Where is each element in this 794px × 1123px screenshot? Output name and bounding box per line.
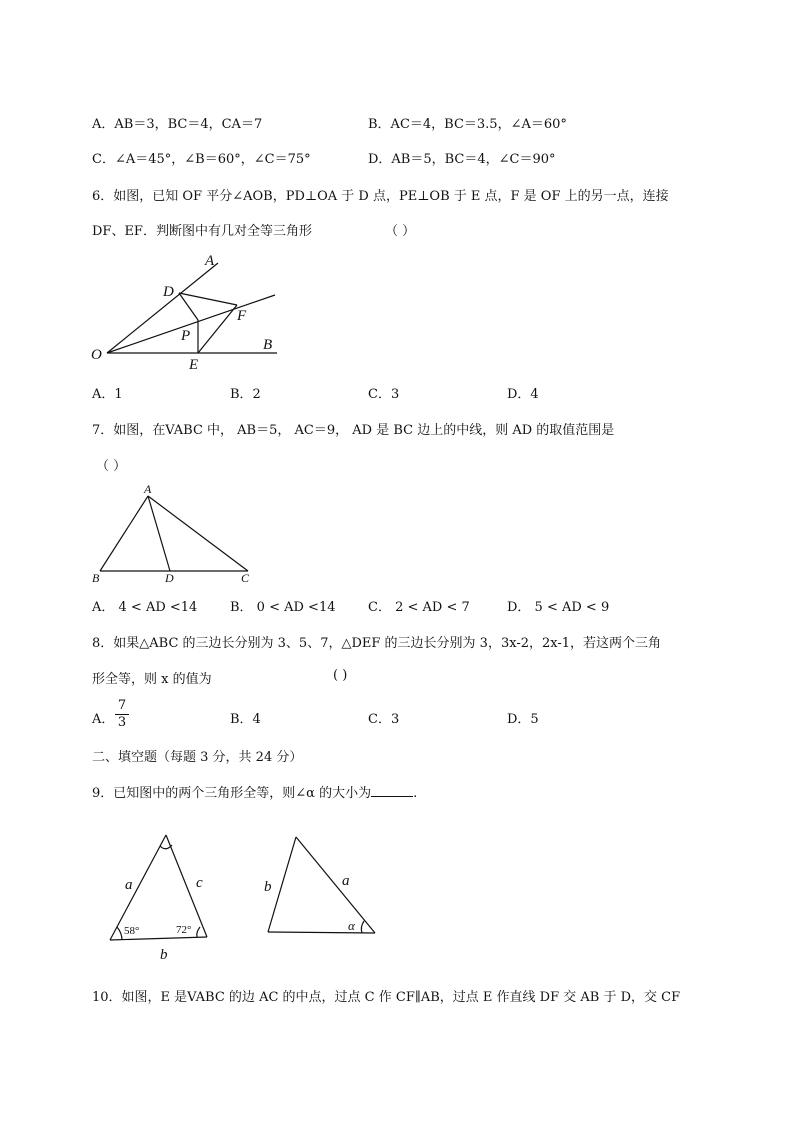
- q8-line2: 形全等，则 x 的值为: [92, 672, 212, 687]
- q9-angle-72: 72°: [176, 924, 192, 936]
- q9-label-c1: c: [196, 875, 203, 891]
- q9-label-a2: a: [342, 873, 350, 889]
- q7-option-b: B． 0 < AD <14: [230, 600, 336, 615]
- q9-angle-58: 58°: [124, 925, 140, 937]
- q7-label-b: B: [92, 571, 100, 585]
- q7-figure: [85, 478, 260, 588]
- q6-paren: （ ）: [385, 224, 416, 239]
- q8-option-c: C．3: [368, 712, 400, 727]
- section-heading: 二、填空题（每题 3 分，共 24 分）: [92, 750, 303, 765]
- q6-label-d: D: [163, 284, 174, 300]
- q9-figure: [100, 825, 400, 970]
- q6-line2: DF、EF．判断图中有几对全等三角形: [92, 224, 312, 239]
- q6-label-b: B: [263, 337, 273, 353]
- q7-label-a: A: [144, 482, 152, 496]
- q8-fraction-denominator: 3: [117, 715, 127, 730]
- q8-option-d: D．5: [507, 712, 539, 727]
- q5-option-d: D．AB＝5，BC＝4，∠C＝90°: [368, 152, 556, 167]
- q6-label-a: A: [205, 253, 215, 269]
- q5-option-b: B．AC＝4，BC＝3.5，∠A＝60°: [368, 117, 567, 132]
- q9-label-b2: b: [264, 879, 272, 895]
- q6-label-e: E: [189, 357, 199, 373]
- q8-option-b: B．4: [230, 712, 261, 727]
- q5-option-a: A．AB＝3，BC＝4，CA＝7: [92, 117, 263, 132]
- q10-line1: 10．如图，E 是VABC 的边 AC 的中点，过点 C 作 CF∥AB，过点 E 作直线 DF 交 AB 于 D，交 CF: [92, 990, 681, 1005]
- q9-answer-blank: [371, 784, 413, 797]
- q8-option-a-fraction: [115, 698, 129, 731]
- q6-option-c: C．3: [368, 387, 400, 402]
- q5-option-c: C．∠A＝45°，∠B＝60°，∠C＝75°: [92, 152, 311, 167]
- q8-line1: 8．如果△ABC 的三边长分别为 3、5、7，△DEF 的三边长分别为 3，3x-2，2x-1，若这两个三角: [92, 636, 662, 651]
- q9-label-b1: b: [160, 947, 168, 963]
- q9-period: .: [413, 786, 418, 801]
- q7-option-d: D． 5 < AD < 9: [507, 600, 610, 615]
- q6-label-o: O: [91, 347, 102, 363]
- q6-option-d: D．4: [507, 387, 539, 402]
- q9-label-alpha: α: [348, 918, 355, 933]
- q7-label-d: D: [165, 571, 174, 585]
- q6-option-a: A．1: [92, 387, 123, 402]
- q9-question: [92, 782, 417, 801]
- q6-label-p: P: [181, 328, 191, 344]
- q7-label-c: C: [241, 571, 250, 585]
- q6-label-f: F: [237, 308, 247, 324]
- q9-label-a1: a: [125, 877, 133, 893]
- q6-option-b: B．2: [230, 387, 261, 402]
- q9-text: 9．已知图中的两个三角形全等，则∠α 的大小为: [92, 786, 372, 801]
- q8-option-a-prefix: A．: [92, 712, 115, 727]
- q8-paren: ( ): [333, 668, 348, 683]
- q8-fraction-numerator: 7: [115, 698, 129, 715]
- q7-option-a: A． 4 < AD <14: [92, 600, 198, 615]
- q7-paren: （ ）: [96, 459, 127, 474]
- q7-line1: 7．如图，在VABC 中， AB＝5， AC＝9， AD 是 BC 边上的中线，则 AD 的取值范围是: [92, 423, 615, 438]
- q6-line1: 6．如图，已知 OF 平分∠AOB，PD⊥OA 于 D 点，PE⊥OB 于 E 点，F 是 OF 上的另一点，连接: [92, 189, 669, 204]
- q7-option-c: C． 2 < AD < 7: [368, 600, 470, 615]
- q6-figure: [85, 245, 285, 375]
